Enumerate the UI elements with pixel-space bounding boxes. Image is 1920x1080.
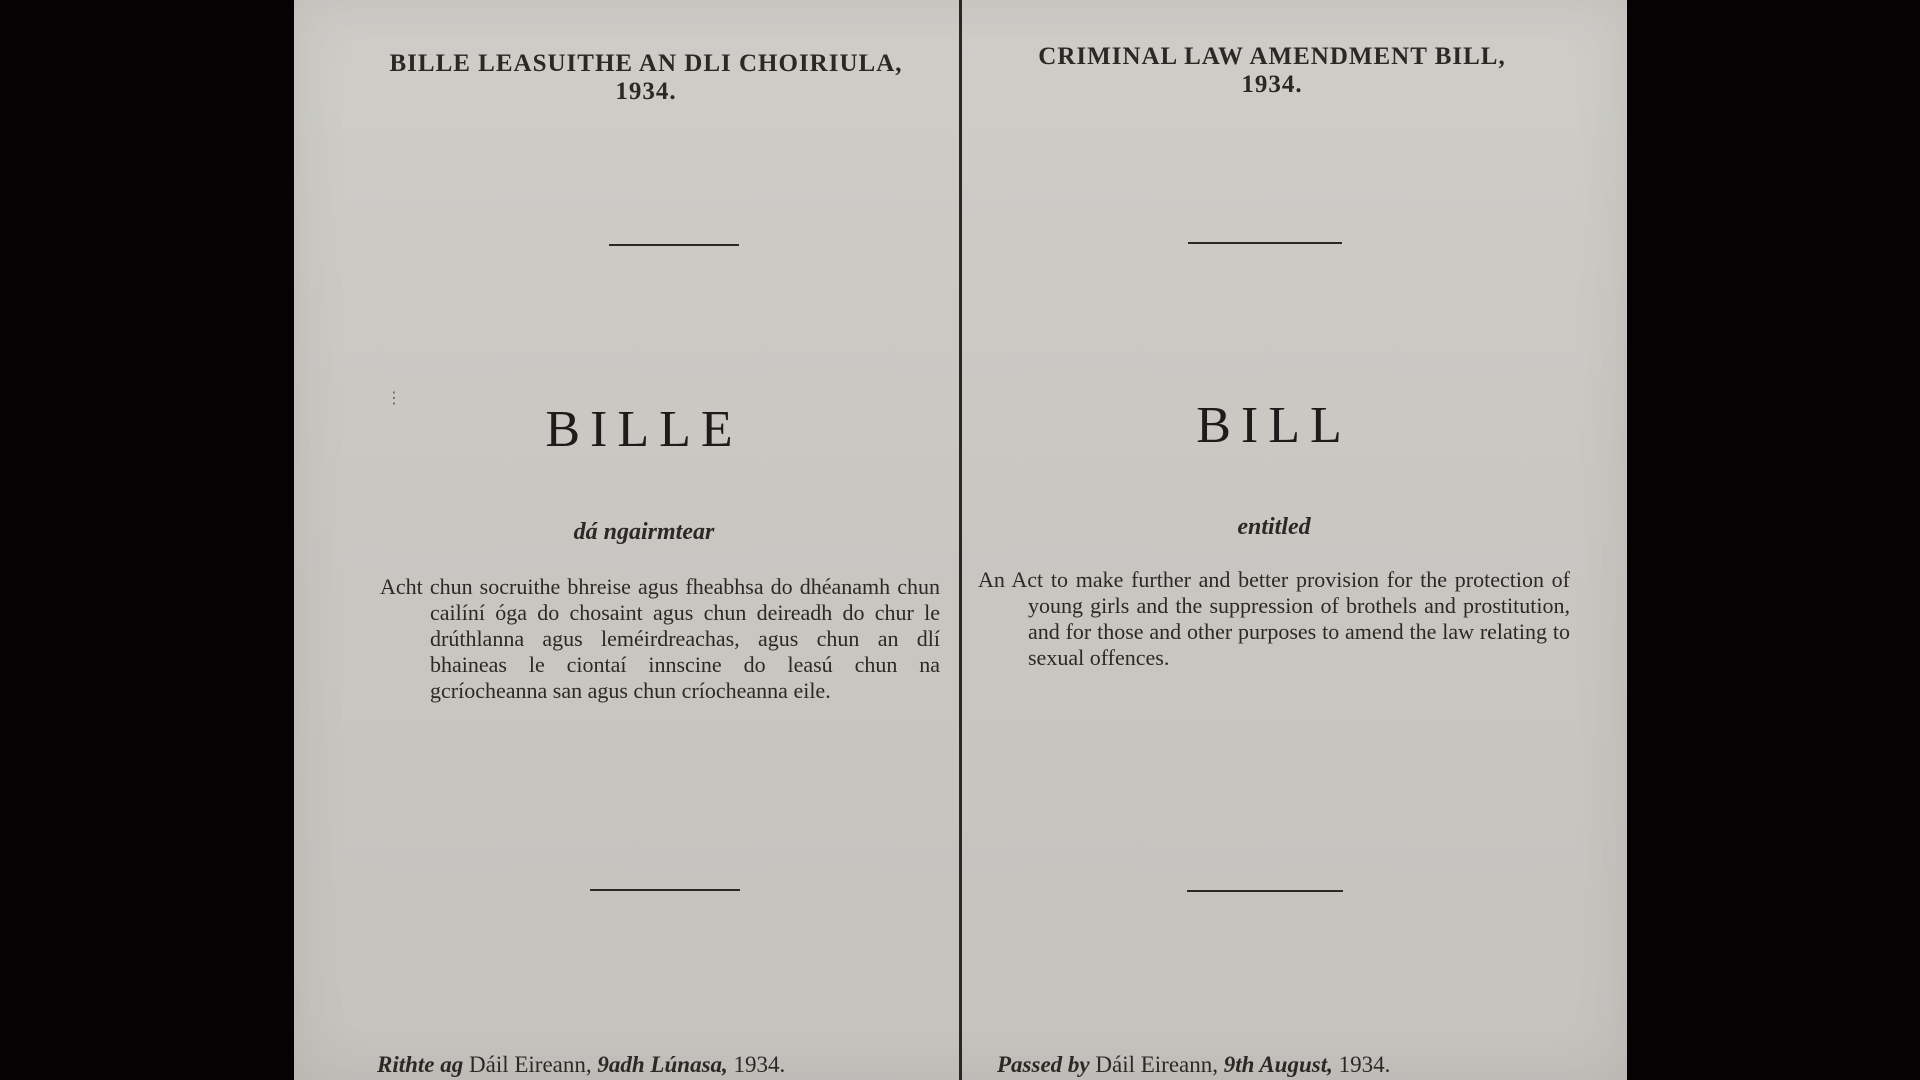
bottom-rule — [590, 889, 740, 891]
top-rule — [1188, 242, 1342, 244]
passed-line-english — [997, 1052, 1390, 1078]
top-rule — [609, 244, 739, 246]
passed-prefix: Passed by — [997, 1052, 1090, 1077]
running-title-line: CRIMINAL LAW AMENDMENT BILL, — [1038, 43, 1506, 70]
passed-date: 9th August, — [1223, 1052, 1333, 1077]
irish-column — [294, 0, 959, 1080]
long-title-english: An Act to make further and better provision for the protection of young girls and the suppression of brothels and prostitution, and for those and other purposes to amend the law relating to sexual offences. — [978, 567, 1570, 670]
passed-year: 1934. — [1338, 1052, 1391, 1077]
passed-body: Dáil Eireann, — [1095, 1052, 1218, 1077]
passed-date: 9adh Lúnasa, — [597, 1052, 728, 1077]
english-column — [962, 0, 1627, 1080]
long-title-irish: Acht chun socruithe bhreise agus fheabhsa do dhéanamh chun cailíní óga do chosaint agus chun deireadh do chur le drúthlanna agus leméirdreachas, agus chun an dlí bhaineas le ciontaí innscine do leasú chun na gcríocheanna san agus chun críocheanna eile. — [380, 574, 940, 703]
passed-year: 1934. — [733, 1052, 786, 1077]
entitled-label-english: entitled — [1237, 514, 1311, 540]
running-title-english — [992, 43, 1552, 99]
bill-heading-irish: BILLE — [545, 401, 743, 458]
running-title-irish — [366, 50, 926, 106]
entitled-label-irish: dá ngairmtear — [573, 519, 715, 545]
passed-line-irish — [377, 1052, 785, 1078]
bill-heading-english: BILL — [1196, 397, 1352, 454]
ink-speck: ⋮ — [386, 388, 402, 407]
running-title-year: 1934. — [1241, 71, 1303, 98]
passed-prefix: Rithte ag — [377, 1052, 464, 1077]
running-title-line: BILLE LEASUITHE AN DLI CHOIRIULA, — [389, 50, 903, 77]
running-title-year: 1934. — [615, 78, 677, 105]
passed-body: Dáil Eireann, — [469, 1052, 592, 1077]
bottom-rule — [1187, 890, 1343, 892]
document-page — [294, 0, 1627, 1080]
